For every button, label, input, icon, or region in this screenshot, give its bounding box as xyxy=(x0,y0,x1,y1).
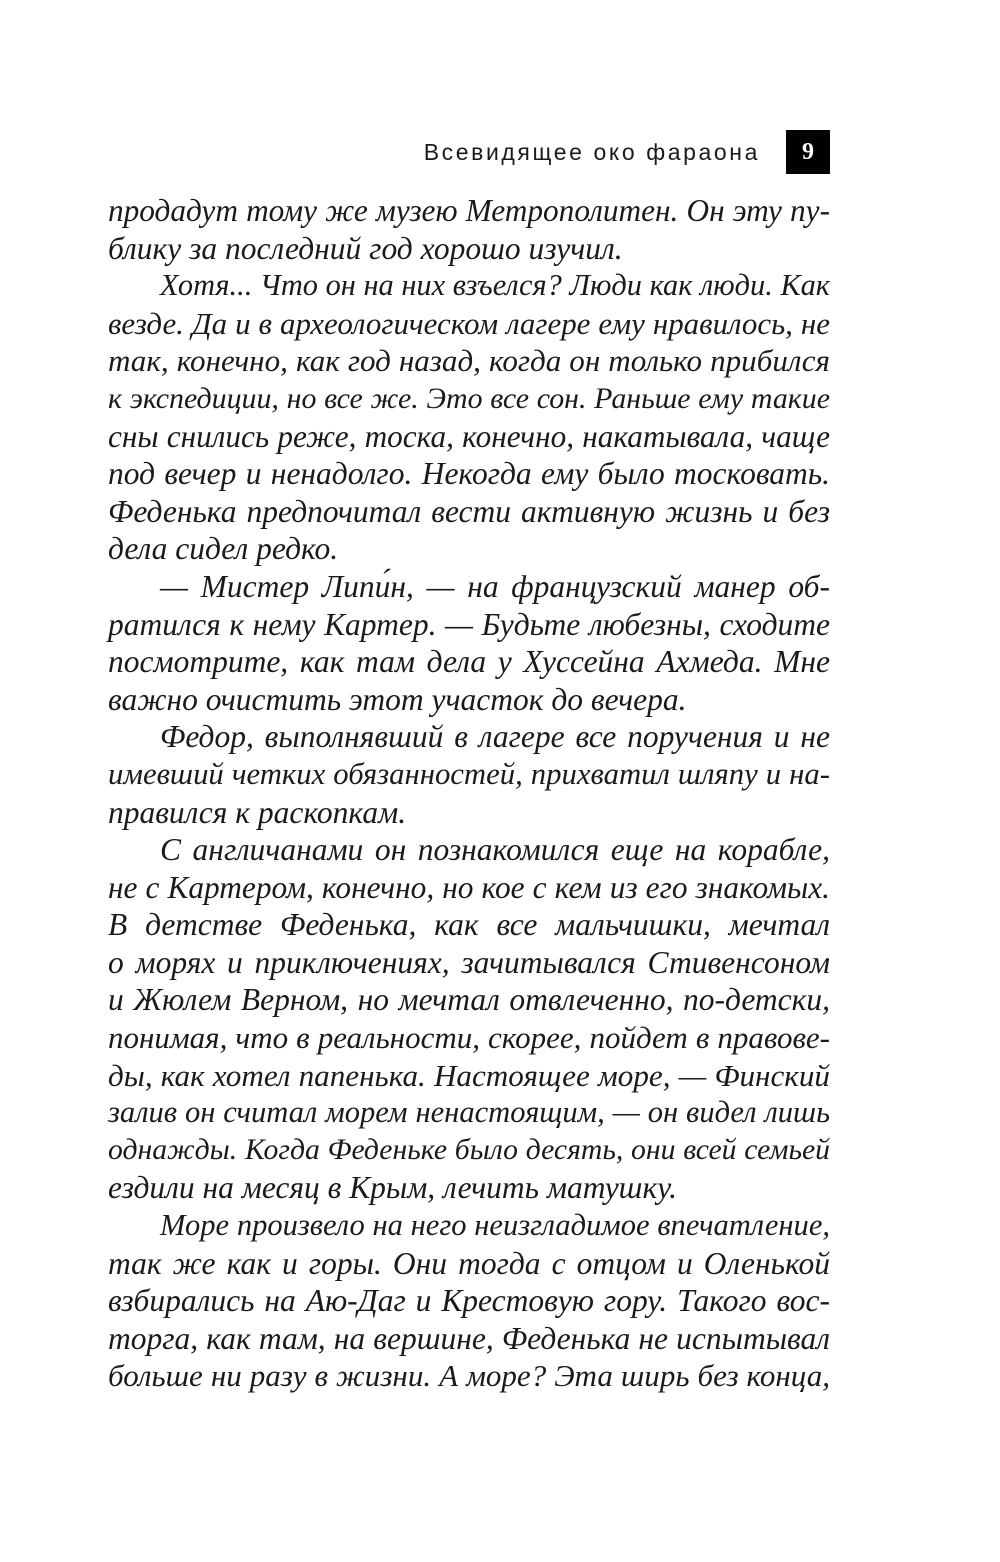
text-line: не с Картером, конечно, но кое с кем из его знакомых. xyxy=(108,869,830,905)
text-line: имевший четких обязанностей, прихватил шляпу и на- xyxy=(108,756,830,791)
text-line: и Жюлем Верном, но мечтал отвлеченно, по-детски, xyxy=(108,982,830,1018)
running-header xyxy=(108,130,830,174)
text-line: посмотрите, как там дела у Хуссейна Ахмеда. Мне xyxy=(108,644,830,680)
text-line: дела сидел редко. xyxy=(108,531,339,567)
text-line: так, конечно, как год назад, когда он только прибился xyxy=(108,343,830,379)
text-line: ездили на месяц в Крым, лечить матушку. xyxy=(108,1170,678,1206)
text-line: В детстве Феденька, как все мальчишки, мечтал xyxy=(108,907,830,943)
text-line: блику за последний год хорошо изучил. xyxy=(108,230,623,266)
text-line: важно очистить этот участок до вечера. xyxy=(108,681,687,717)
text-line: залив он считал морем ненастоящим, — он видел лишь xyxy=(108,1095,830,1130)
page-number: 9 xyxy=(786,130,830,174)
text-line: Хотя... Что он на них взъелся? Люди как люди. Как xyxy=(160,268,830,303)
text-line: однажды. Когда Феденьке было десять, они всей семьей xyxy=(108,1133,830,1166)
text-line: ды, как хотел папенька. Настоящее море, — Финский xyxy=(108,1057,830,1093)
text-line: о морях и приключениях, зачитывался Стивенсоном xyxy=(108,944,830,980)
text-line: понимая, что в реальности, скорее, пойдет в правове- xyxy=(108,1020,830,1056)
text-line: правился к раскопкам. xyxy=(108,794,407,830)
text-line: везде. Да и в археологическом лагере ему нравилось, не xyxy=(108,305,830,341)
text-line: С англичанами он познакомился еще на корабле, xyxy=(160,832,830,868)
text-line: так же как и горы. Они тогда с отцом и Оленькой xyxy=(108,1245,830,1281)
text-line: сны снились реже, тоска, конечно, накатывала, чаще xyxy=(108,418,830,454)
text-line: к экспедиции, но все же. Это все сон. Раньше ему такие xyxy=(108,381,830,415)
text-line: больше ни разу в жизни. А море? Эта ширь без конца, xyxy=(108,1358,830,1394)
text-line: Феденька предпочитал вести активную жизнь и без xyxy=(108,493,830,529)
body-text xyxy=(108,192,830,1395)
text-line: взбирались на Аю-Даг и Крестовую гору. Такого вос- xyxy=(108,1283,830,1319)
text-line: ратился к нему Картер. — Будьте любезны, сходите xyxy=(108,606,830,642)
text-line: под вечер и ненадолго. Некогда ему было тосковать. xyxy=(108,456,830,492)
running-title: Всевидящее око фараона xyxy=(423,139,760,165)
text-line: торга, как там, на вершине, Феденька не испытывал xyxy=(108,1320,830,1356)
text-line: — Мистер Липи́н, — на французский манер об- xyxy=(160,568,830,604)
text-line: продадут тому же музею Метрополитен. Он эту пу- xyxy=(108,193,830,228)
text-line: Федор, выполнявший в лагере все поручения и не xyxy=(160,719,830,755)
text-line: Море произвело на него неизгладимое впечатление, xyxy=(160,1208,830,1243)
